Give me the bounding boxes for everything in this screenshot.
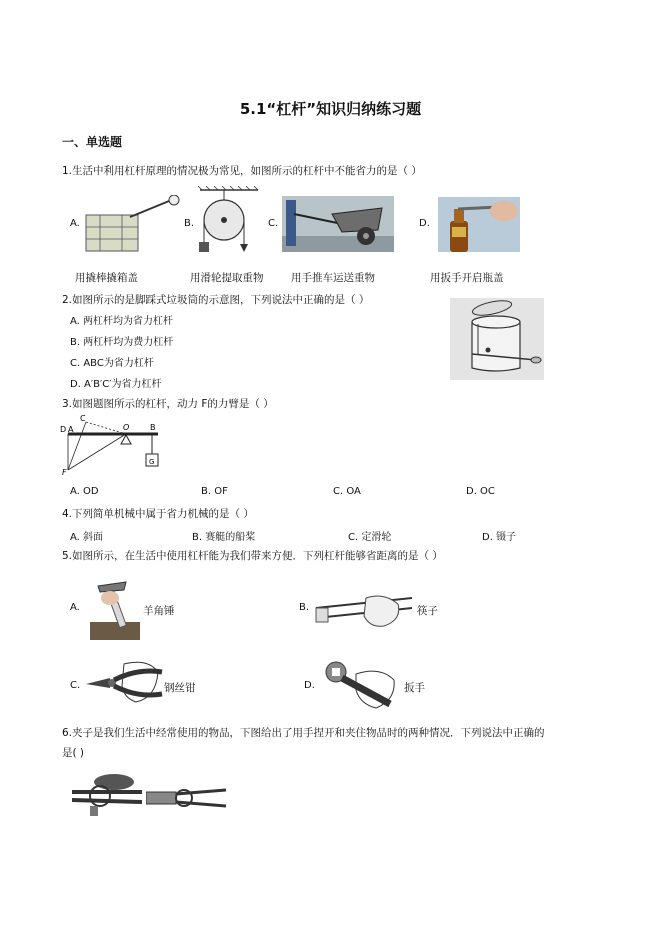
crowbar-box-figure	[84, 195, 184, 257]
section-heading: 一、单选题	[62, 135, 123, 149]
q3-option-d: D. OC	[466, 486, 495, 497]
q1-label-d: D.	[419, 218, 430, 229]
q5-label-b: B.	[299, 602, 310, 613]
label-f: F	[62, 468, 67, 476]
bottle-opener-figure	[438, 197, 520, 252]
q2-option-b: B. 两杠杆均为费力杠杆	[70, 337, 174, 348]
q4-option-b: B. 赛艇的船桨	[192, 532, 256, 543]
question-3-stem: 3.如图题图所示的杠杆，动力 F的力臂是（ ）	[62, 398, 274, 410]
q1-caption-a: 用撬棒撬箱盖	[75, 272, 138, 284]
q5-caption-d: 扳手	[404, 682, 425, 694]
q3-option-b: B. OF	[201, 486, 228, 497]
q5-caption-a: 羊角锤	[143, 605, 175, 617]
q2-option-c: C. ABC为省力杠杆	[70, 358, 154, 369]
label-g: G	[149, 458, 155, 466]
q1-caption-b: 用滑轮提取重物	[190, 272, 264, 284]
question-6-stem-line-2: 是( )	[62, 747, 85, 759]
q5-label-d: D.	[304, 680, 315, 691]
question-6-stem-line-1: 6.夹子是我们生活中经常使用的物品，下图给出了用手捏开和夹住物品时的两种情况．下列说法中正确的	[62, 727, 545, 739]
q5-caption-b: 筷子	[417, 605, 438, 617]
q4-option-a: A. 斜面	[70, 532, 104, 543]
claw-hammer-figure	[90, 578, 140, 640]
q5-label-a: A.	[70, 602, 80, 613]
q3-option-a: A. OD	[70, 486, 99, 497]
q1-caption-c: 用手推车运送重物	[291, 272, 375, 284]
label-d: D	[60, 425, 67, 434]
wheelbarrow-figure	[282, 196, 394, 252]
q4-option-d: D. 镊子	[482, 532, 517, 543]
q5-caption-c: 钢丝钳	[164, 682, 196, 694]
q2-option-d: D. A′B′C′为省力杠杆	[70, 379, 162, 390]
q3-option-c: C. OA	[333, 486, 361, 497]
pulley-figure	[196, 186, 266, 258]
label-a: A	[68, 425, 74, 434]
label-c: C	[80, 414, 86, 423]
question-4-stem: 4.下列简单机械中属于省力机械的是（ ）	[62, 508, 254, 520]
q1-label-b: B.	[184, 218, 195, 229]
question-5-stem: 5.如图所示，在生活中使用杠杆能为我们带来方便．下列杠杆能够省距离的是（ ）	[62, 550, 443, 562]
trash-can-figure	[450, 298, 544, 380]
wire-pliers-figure	[84, 658, 164, 708]
page-title: 5.1“杠杆”知识归纳练习题	[239, 100, 422, 118]
q1-caption-d: 用扳手开启瓶盖	[430, 272, 504, 284]
question-2-stem: 2.如图所示的是脚踩式垃圾筒的示意图，下列说法中正确的是（ ）	[62, 294, 370, 306]
label-b: B	[150, 423, 156, 432]
q1-label-c: C.	[268, 218, 279, 229]
q4-option-c: C. 定滑轮	[348, 532, 392, 543]
q5-label-c: C.	[70, 680, 81, 691]
question-1-stem: 1.生活中利用杠杆原理的情况极为常见，如图所示的杠杆中不能省力的是（ ）	[62, 165, 422, 177]
wrench-figure	[320, 656, 400, 714]
q2-option-a: A. 两杠杆均为省力杠杆	[70, 316, 174, 327]
chopsticks-figure	[314, 592, 414, 634]
label-o: O	[123, 423, 130, 432]
lever-diagram	[60, 414, 172, 476]
clip-open-figure	[72, 770, 142, 818]
q1-label-a: A.	[70, 218, 80, 229]
clip-closed-figure	[146, 786, 226, 812]
